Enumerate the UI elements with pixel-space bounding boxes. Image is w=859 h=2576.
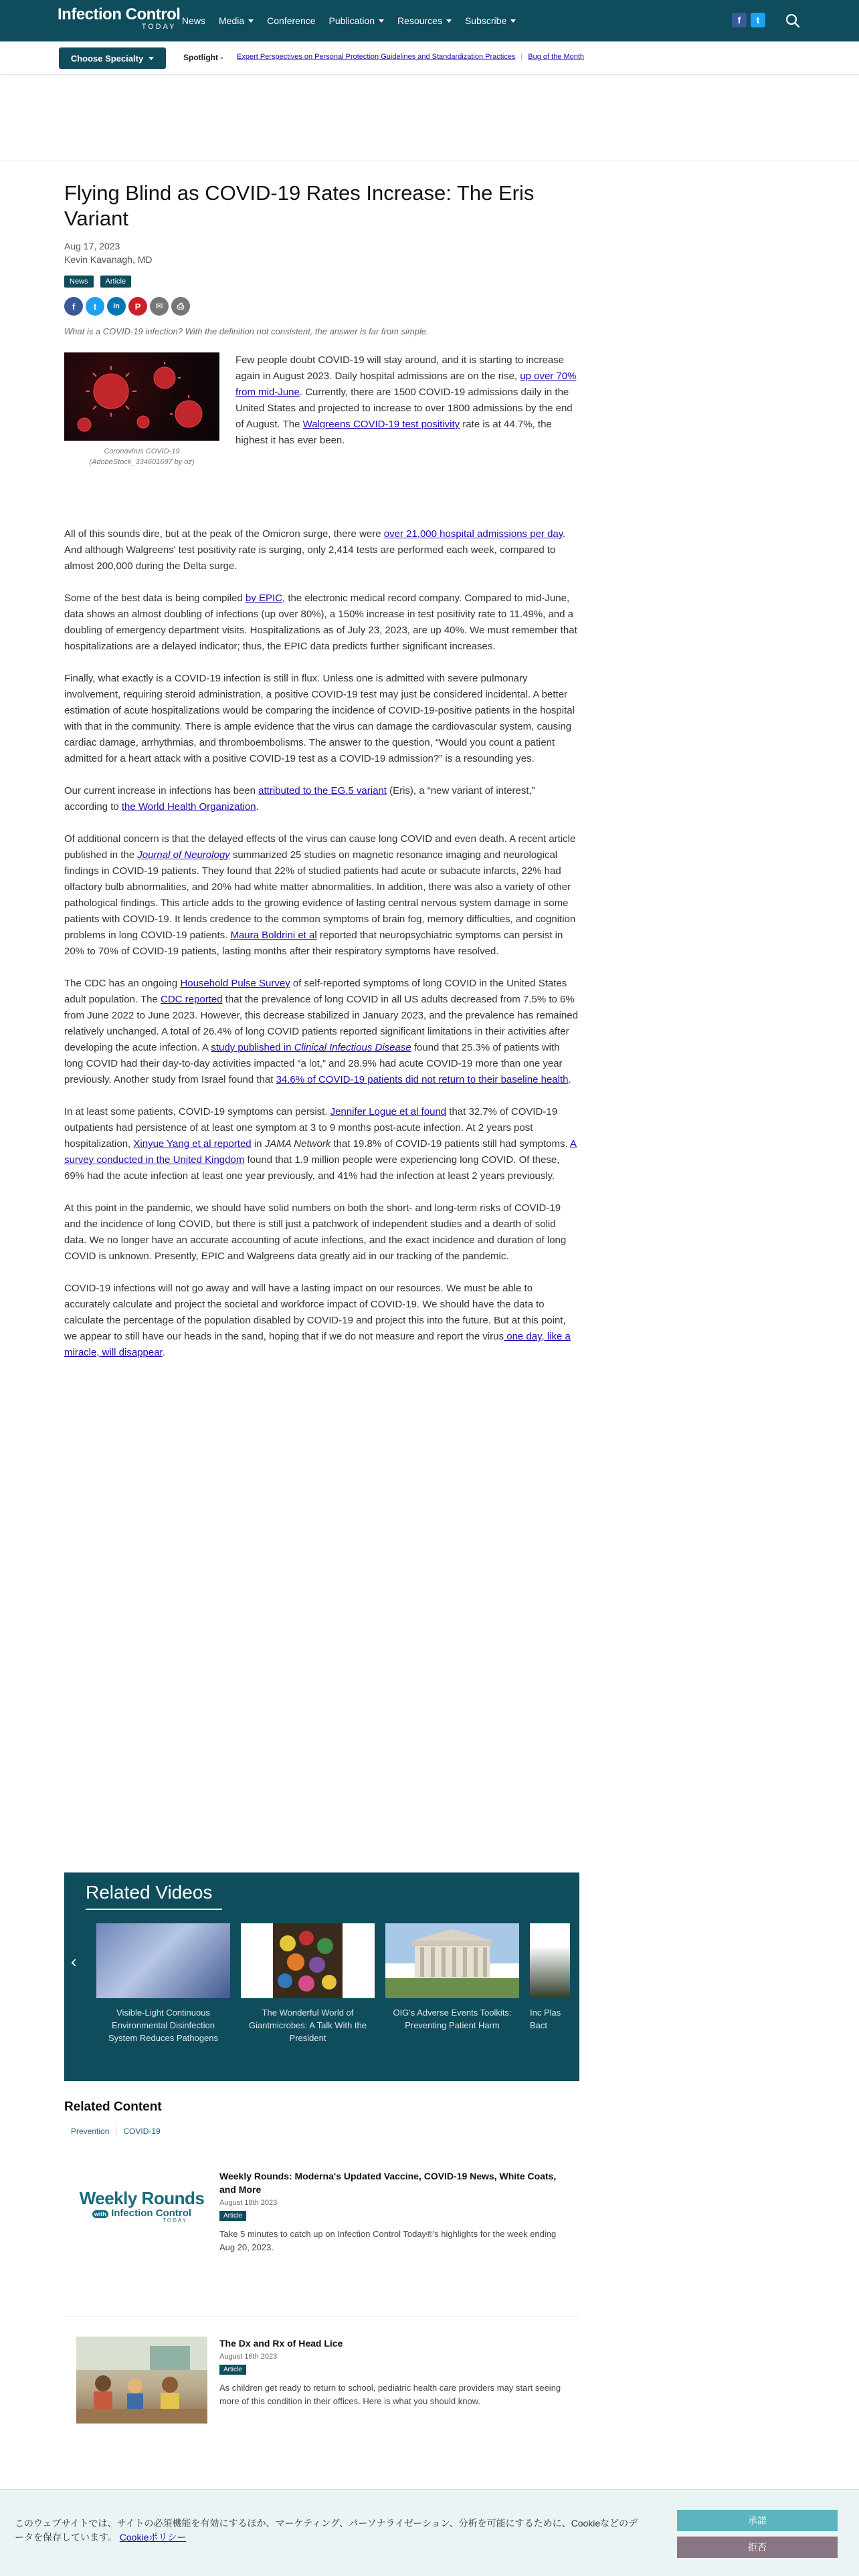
- thumb-infection-control: Infection Control: [111, 2208, 192, 2219]
- article-date: Aug 17, 2023: [64, 241, 120, 251]
- tag-covid-19[interactable]: COVID-19: [123, 2127, 161, 2136]
- spotlight-bar: [0, 41, 859, 75]
- image-caption: [64, 446, 219, 467]
- video-card[interactable]: [241, 1923, 375, 2044]
- logo-sub: TODAY: [141, 23, 177, 31]
- paragraph-4: Finally, what exactly is a COVID-19 infection is still in flux. Unless one is admitted with severe pulmonary involvement, requiring steroid administration, a positive COVID-19 test may just be considered incidental. A better estimation of acute hospitalizations would be comparing the incidence of COVID-19-positive patients in the hospital with that in the community. There is ample evidence that the virus can damage the cardiovascular system, causing cardiac damage, arrhythmias, and thromboembolisms. The answer to the question, “Would you count a patient admitted for a heart attack with a positive COVID-19 test as a COVID-19 admission?” is a resounding yes.: [64, 673, 575, 764]
- spotlight-separator: |: [520, 53, 523, 61]
- paragraph-5: Our current increase in infections has been attributed to the EG.5 variant (Eris), a “new variant of interest,” according to the World Health Organization.: [64, 785, 535, 813]
- email-icon[interactable]: ✉: [150, 297, 169, 316]
- pinterest-icon[interactable]: P: [128, 297, 147, 316]
- video-card[interactable]: [385, 1923, 519, 2032]
- print-icon[interactable]: ⎙: [171, 297, 190, 316]
- weekly-rounds-thumbnail[interactable]: [76, 2169, 207, 2256]
- link-israel-study[interactable]: 34.6% of COVID-19 patients did not return to their baseline health: [276, 1074, 569, 1085]
- video-title[interactable]: Visible-Light Continuous Environmental Disinfection System Reduces Pathogens: [108, 2008, 219, 2043]
- site-logo[interactable]: [58, 7, 180, 31]
- spotlight-link-bug[interactable]: Bug of the Month: [528, 53, 585, 61]
- link-journal-of-neurology[interactable]: Journal of Neurology: [137, 849, 230, 861]
- related-item-date: August 18th 2023: [219, 2199, 278, 2207]
- top-navigation: [0, 0, 859, 41]
- tag-article[interactable]: Article: [100, 276, 132, 288]
- video-thumbnail[interactable]: [96, 1923, 230, 1998]
- cookie-banner: [0, 2489, 859, 2576]
- related-item[interactable]: [64, 2149, 579, 2317]
- chevron-down-icon: [248, 19, 254, 23]
- link-boldrini[interactable]: Maura Boldrini et al: [230, 930, 317, 941]
- cookie-policy-link[interactable]: Cookieポリシー: [119, 2532, 187, 2543]
- related-item[interactable]: [64, 2317, 579, 2484]
- link-hospital-admissions[interactable]: up over 70% from mid-June: [235, 370, 577, 398]
- spotlight-link-ppe[interactable]: Expert Perspectives on Personal Protection Guidelines and Standardization Practices: [237, 53, 516, 61]
- video-thumbnail[interactable]: [530, 1923, 570, 1998]
- link-uk-survey[interactable]: A survey conducted in the United Kingdom: [64, 1138, 577, 1166]
- caption-line-1: Coronavirus COVID-19: [104, 447, 180, 455]
- paragraph-2: All of this sounds dire, but at the peak of the Omicron surge, there were over 21,000 hospital admissions per day. And although Walgreens' test positivity rate is surging, only 2,414 tests are performed each week, compared to almost 200,000 during the Delta surge.: [64, 528, 566, 572]
- article-figure: [64, 352, 219, 467]
- related-content: [64, 2100, 579, 2484]
- page-title: Flying Blind as COVID-19 Rates Increase: The Eris Variant: [64, 181, 535, 230]
- tag-prevention[interactable]: Prevention: [64, 2127, 116, 2136]
- accept-button[interactable]: 承諾: [677, 2510, 838, 2531]
- link-cdc-reported[interactable]: CDC reported: [161, 994, 223, 1005]
- link-walgreens-positivity[interactable]: Walgreens COVID-19 test positivity: [302, 419, 460, 430]
- twitter-icon[interactable]: t: [751, 13, 765, 27]
- video-thumbnail[interactable]: [385, 1923, 519, 1998]
- cookie-text: このウェブサイトでは、サイトの必須機能を有効にするほか、マーケティング、パーソナライゼーション、分析を可能にするために、Cookieなどのデータを保存しています。 Cookieポリシー: [15, 2518, 638, 2543]
- link-omicron-admissions[interactable]: over 21,000 hospital admissions per day: [383, 528, 563, 540]
- related-tags: [64, 2127, 579, 2136]
- related-item-title[interactable]: Weekly Rounds: Moderna's Updated Vaccine, COVID-19 News, White Coats, and More: [219, 2171, 557, 2195]
- choose-specialty-button[interactable]: Choose Specialty: [59, 47, 166, 69]
- nav-news[interactable]: News: [182, 15, 206, 26]
- article-dek: What is a COVID-19 infection? With the definition not consistent, the answer is far from simple.: [64, 326, 429, 336]
- thumb-today: TODAY: [163, 2218, 187, 2224]
- lead-section: [64, 352, 579, 510]
- link-epic[interactable]: by EPIC: [246, 593, 283, 604]
- link-miracle[interactable]: one day, like a miracle, will disappear: [64, 1331, 571, 1358]
- header-social: [732, 13, 765, 27]
- chevron-down-icon: [379, 19, 384, 23]
- related-item-desc: As children get ready to return to school, pediatric health care providers may start seeing more of this condition in their offices. Here is what you should know.: [219, 2383, 561, 2406]
- head-lice-thumbnail[interactable]: [76, 2337, 207, 2424]
- link-logue[interactable]: Jennifer Logue et al found: [330, 1106, 447, 1117]
- link-eg5-variant[interactable]: attributed to the EG.5 variant: [258, 785, 387, 796]
- carousel-prev-icon[interactable]: ‹: [71, 1951, 77, 1971]
- related-item-tag[interactable]: Article: [219, 2211, 246, 2221]
- paragraph-10: COVID-19 infections will not go away and will have a lasting impact on our resources. We must be able to accurately calculate and project the societal and workforce impact of COVID-19. We should have the data to calculate the percentage of the population disabled by COVID-19 and project this into the future. But at this point, we appear to still have our heads in the sand, hoping that if we do not measure and report the virus one day, like a miracle, will disappear.: [64, 1283, 571, 1358]
- paragraph-1: Few people doubt COVID-19 will stay around, and it is starting to increase again in August 2023. Daily hospital admissions are on the rise, up over 70% from mid-June. Currently, there are 1500 COVID-19 admissions daily in the United States and projected to increase to over 1800 admissions by the end of August. The Walgreens COVID-19 test positivity rate is at 44.7%, the highest it has ever been.: [235, 354, 577, 446]
- link-who[interactable]: the World Health Organization: [121, 801, 256, 813]
- chevron-down-icon: [510, 19, 516, 23]
- video-card[interactable]: [96, 1923, 230, 2044]
- related-videos: [64, 1872, 579, 2081]
- link-clinical-infectious-disease[interactable]: study published in Clinical Infectious Disease: [211, 1042, 411, 1053]
- facebook-icon[interactable]: f: [732, 13, 747, 27]
- linkedin-icon[interactable]: in: [107, 297, 126, 316]
- twitter-icon[interactable]: t: [86, 297, 104, 316]
- nav-resources[interactable]: Resources: [397, 15, 452, 26]
- tag-news[interactable]: News: [64, 276, 94, 288]
- nav-conference[interactable]: Conference: [267, 15, 316, 26]
- caption-line-2: (AdobeStock_334601697 by oz): [89, 458, 195, 466]
- nav-subscribe[interactable]: Subscribe: [465, 15, 516, 26]
- related-content-title: Related Content: [64, 2100, 162, 2114]
- article: [64, 181, 579, 1361]
- thumb-weekly-rounds: Weekly Rounds: [79, 2188, 205, 2208]
- facebook-icon[interactable]: f: [64, 297, 83, 316]
- article-author: Kevin Kavanagh, MD: [64, 254, 153, 265]
- coronavirus-image: [64, 352, 219, 441]
- paragraph-7: The CDC has an ongoing Household Pulse Survey of self-reported symptoms of long COVID in the United States adult population. The CDC reported that the prevalence of long COVID in all US adults decreased from 7.5% to 6% from June 2022 to June 2023. However, this decrease stabilized in January 2023, and the prevalence has remained relatively unchanged. A total of 26.4% of long COVID patients reported significant limitations in their activities after developing the acute infection. A study published in Clinical Infectious Disease found that 25.3% of patients with long COVID had their day-to-day activities impacted “a lot,” and 28.9% had acute COVID-19 more than one year previously. Another study from Israel found that 34.6% of COVID-19 patients did not return to their baseline health.: [64, 978, 578, 1085]
- related-item-desc: Take 5 minutes to catch up on Infection Control Today®'s highlights for the week ending Aug 20, 2023.: [219, 2229, 557, 2252]
- video-thumbnail[interactable]: [241, 1923, 375, 1998]
- related-item-tag[interactable]: Article: [219, 2365, 246, 2375]
- chevron-down-icon: [446, 19, 452, 23]
- link-household-pulse-survey[interactable]: Household Pulse Survey: [180, 978, 290, 989]
- thumb-with: with: [92, 2210, 108, 2218]
- title-underline: [86, 1909, 222, 1910]
- related-item-body: [219, 2169, 567, 2254]
- related-videos-title: Related Videos: [86, 1882, 213, 1903]
- link-yang[interactable]: Xinyue Yang et al reported: [133, 1138, 252, 1150]
- nav-publication[interactable]: Publication: [329, 15, 385, 26]
- video-title[interactable]: OIG's Adverse Events Toolkits: Preventing Patient Harm: [393, 2008, 512, 2030]
- related-item-title[interactable]: The Dx and Rx of Head Lice: [219, 2338, 343, 2349]
- related-item-date: August 16th 2023: [219, 2353, 278, 2361]
- share-buttons: [64, 297, 579, 316]
- nav-media[interactable]: Media: [219, 15, 254, 26]
- chevron-down-icon: [149, 57, 154, 60]
- video-title[interactable]: The Wonderful World of Giantmicrobes: A Talk With the President: [248, 2008, 367, 2043]
- reject-button[interactable]: 拒否: [677, 2537, 838, 2558]
- spotlight-links: [237, 53, 584, 61]
- video-title[interactable]: Inc Plas Bact: [530, 2008, 561, 2030]
- spotlight-label: Spotlight -: [183, 53, 223, 62]
- paragraph-9: At this point in the pandemic, we should have solid numbers on both the short- and long-term risks of COVID-19 and the incidence of long COVID, but there is still just a patchwork of independent studies and a dearth of solid data. We no longer have an accurate accounting of acute infections, and the exact incidence and duration of long COVID is unknown. Presently, EPIC and Walgreens data greatly aid in our tracking of the pandemic.: [64, 1202, 567, 1262]
- video-card[interactable]: [530, 1923, 570, 2032]
- paragraph-8: In at least some patients, COVID-19 symptoms can persist. Jennifer Logue et al found that 32.7% of COVID-19 outpatients had persistence of at least one symptom at 3 to 9 months post-acute infection. At 2 years post hospitalization, Xinyue Yang et al reported in JAMA Network that 19.8% of COVID-19 patients still had symptoms. A survey conducted in the United Kingdom found that 1.9 million people were experiencing long COVID. Of these, 69% had the acute infection at least one year previously, and 41% had the infection at least 2 years previously.: [64, 1106, 577, 1182]
- ad-space: [0, 76, 859, 161]
- main-menu: [182, 0, 516, 41]
- paragraph-3: Some of the best data is being compiled by EPIC, the electronic medical record company. Compared to mid-June, data shows an almost doubling of infections (up over 80%), a 150% increase in test positivity rate to 11.49%, and a doubling of emergency department visits. Hospitalizations as of July 23, 2023, are up 40%. We must remember that hospitalizations are a delayed indicator; thus, the EPIC data predicts further significant increases.: [64, 593, 577, 652]
- article-tags: [64, 276, 579, 288]
- related-item-body: [219, 2337, 567, 2408]
- paragraph-6: Of additional concern is that the delayed effects of the virus can cause long COVID and even death. A recent article published in the Journal of Neurology summarized 25 studies on magnetic resonance imaging and neurological findings in COVID-19 patients. They found that 22% of studied patients had acute or subacute infarcts, 22% had olfactory bulb abnormalities, and 20% had white matter abnormalities. In addition, there was also a variety of other pathological findings. This article adds to the growing evidence of lasting central nervous system damage in some patients with COVID-19. It lends credence to the common symptoms of brain fog, memory difficulties, and cognition problems in long COVID-19 patients. Maura Boldrini et al reported that neuropsychiatric symptoms can persist in 20% to 70% of COVID-19 patients, lasting months after their respiratory symptoms have resolved.: [64, 833, 576, 957]
- search-icon[interactable]: [784, 12, 801, 29]
- logo-main: Infection Control: [58, 5, 181, 23]
